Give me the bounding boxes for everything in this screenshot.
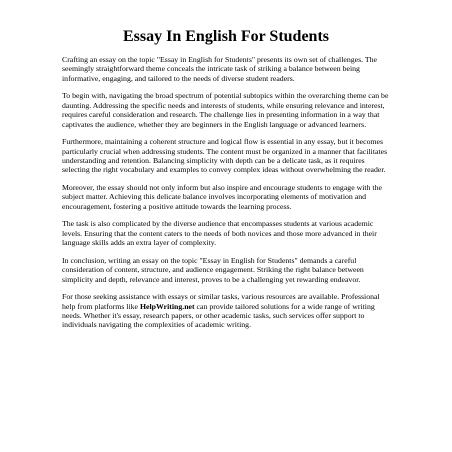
paragraph-subtopics: To begin with, navigating the broad spectrum of potential subtopics within the overarching theme can be daunting. Addressing the specific needs and interests of students, while ensuring relevance and interest, requires careful consideration and research. The challenge lies in presenting information in a way that captivates the audience, whether they are beginners in the English language or advanced learners. — [62, 91, 389, 129]
paragraph-audience: The task is also complicated by the diverse audience that encompasses students at various academic levels. Ensuring that the content caters to the needs of both novices and those more advanced in their language skills adds an extra layer of complexity. — [62, 219, 377, 248]
paragraph-conclusion: In conclusion, writing an essay on the topic "Essay in English for Students" demands a careful consideration of content, structure, and audience engagement. Striking the right balance between simplicity and depth, relevance and interest, proves to be a challenging yet rewarding endeavor. — [62, 255, 364, 284]
closing-text-before: For those seeking assistance with essays or similar tasks, various resources are available. Professional help from platforms like — [62, 292, 380, 311]
paragraph-intro: Crafting an essay on the topic "Essay in English for Students" presents its own set of challenges. The seemingly straightforward theme conceals the intricate task of striking a balance between being informative, engaging, and tailored to the needs of diverse student readers. — [62, 55, 378, 83]
brand-name: HelpWriting.net — [139, 301, 195, 311]
paragraph-closing — [62, 292, 392, 330]
closing-text-after: can provide tailored solutions for a wide range of writing needs. Whether it's essay, research papers, or other academic tasks, such services offer support to individuals navigating the complexities of academic writing. — [62, 301, 375, 330]
document-body — [62, 55, 392, 338]
document-title: Essay In English For Students — [123, 28, 329, 45]
paragraph-structure: Furthermore, maintaining a coherent structure and logical flow is essential in any essay, but it becomes particularly crucial when addressing students. The content must be organized in a manner that facilitates understanding and retention. Balancing simplicity with depth can be a delicate task, as it requires selecting the right vocabulary and examples to convey complex ideas without overwhelming the reader. — [62, 137, 388, 175]
paragraph-inspire: Moreover, the essay should not only inform but also inspire and encourage students to engage with the subject matter. Achieving this delicate balance involves incorporating elements of motivation and encouragement, fostering a positive attitude towards the learning process. — [62, 183, 382, 211]
